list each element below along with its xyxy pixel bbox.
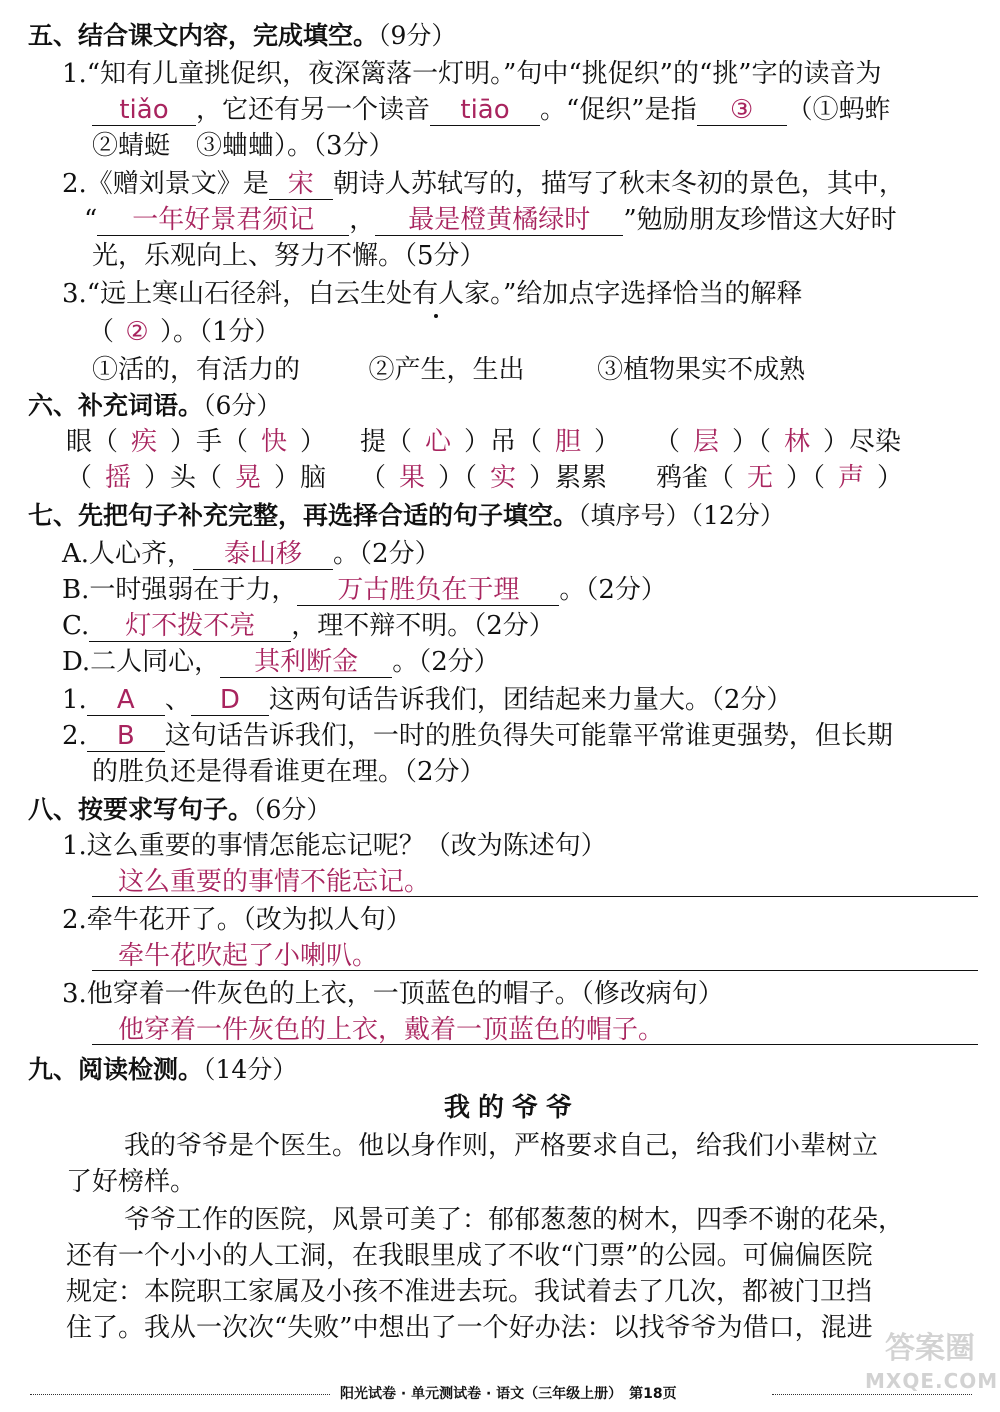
answer-char: 果 (399, 463, 426, 493)
answer-blank: tiāo (430, 95, 540, 126)
answer-char: 实 (490, 463, 517, 493)
question-text: B.一时强弱在于力， (62, 575, 298, 605)
s8-a2: 牵牛花吹起了小喇叭。 (118, 941, 379, 971)
answer-char: 晃 (235, 463, 262, 493)
s7-question-2 (62, 718, 893, 754)
passage-title: 我的爷爷 (444, 1093, 581, 1123)
answer-line (92, 896, 978, 897)
s7-sentence-a (62, 536, 441, 572)
s6-row1-item1 (66, 424, 326, 460)
s8-a1: 这么重要的事情不能忘记。 (118, 867, 431, 897)
points: （6分） (203, 391, 282, 420)
passage-line: 还有一个小小的人工洞，在我眼里成了不收“门票”的公园。可偏偏医院 (66, 1241, 873, 1271)
passage-line: 规定：本院职工家属及小孩不准进去玩。我试着去了几次，都被门卫挡 (66, 1277, 873, 1307)
question-text: ”勉励朋友珍惜这大好时 (623, 205, 897, 235)
question-text: ，理不辩不明。（2分） (291, 611, 555, 641)
question-text: D.二人同心， (62, 647, 221, 677)
points: （填序号）（12分） (578, 501, 785, 530)
word-text: ） (877, 463, 904, 493)
option-text: ③植物果实不成熟 (597, 355, 806, 385)
passage-line: 我的爷爷是个医生。他以身作则，严格要求自己，给我们小辈树立 (124, 1131, 879, 1161)
option-text: ②产生，生出 (368, 355, 525, 385)
points: （9分） (378, 21, 457, 50)
answer-blank: A (87, 685, 165, 716)
heading-text: 六、补充词语。 (28, 391, 204, 420)
s5-q1-line3 (92, 128, 395, 164)
answer-blank: 泰山移 (193, 539, 333, 570)
passage-line: 住了。我从一次次“失败”中想出了一个好办法：以找爷爷为借口，混进 (66, 1313, 873, 1343)
s5-q3-line2 (88, 314, 281, 350)
word-text: 鸦雀（ (656, 463, 735, 493)
section-7-heading (28, 498, 785, 534)
question-text: 1.这么重要的事情怎能忘记呢？（改为陈述句） (62, 831, 607, 861)
answer-choice: ② (125, 317, 149, 347)
question-text: 朝诗人苏轼写的，描写了秋末冬初的景色，其中， (332, 169, 905, 199)
answer-char: 疾 (131, 427, 158, 457)
heading-text: 七、先把句子补充完整，再选择合适的句子填空。 (28, 501, 579, 530)
question-text: 2. (62, 721, 87, 751)
s7-sentence-c (62, 608, 555, 644)
answer-blank: B (87, 721, 165, 752)
word-text: ）手（ (170, 427, 249, 457)
s7-question-1 (62, 682, 792, 718)
answer-char: 层 (693, 427, 720, 457)
points: （14分） (203, 1055, 298, 1084)
answer-line (92, 970, 978, 971)
word-text: ）尽染 (823, 427, 902, 457)
answer-blank: 其利断金 (220, 647, 392, 678)
question-text: 的胜负还是得看谁更在理。（2分） (92, 757, 486, 787)
word-text: ）（ (438, 463, 478, 493)
section-9-heading (28, 1052, 297, 1088)
word-text: ）脑 (274, 463, 327, 493)
s5-q2-line1 (62, 166, 905, 202)
question-text: C. (62, 611, 90, 641)
s5-q2-line2 (84, 202, 897, 238)
answer-blank: ③ (697, 95, 787, 126)
s5-q3-options (92, 352, 805, 388)
question-text: 光，乐观向上、努力不懈。（5分） (92, 241, 486, 271)
s5-q1-line1 (62, 56, 882, 92)
question-text: （①蚂蚱 (786, 95, 891, 125)
s7-sentence-b (62, 572, 667, 608)
s8-q3 (62, 976, 724, 1012)
question-text: ）。（1分） (160, 317, 281, 347)
word-text: ）（ (786, 463, 826, 493)
s8-a3: 他穿着一件灰色的上衣，戴着一顶蓝色的帽子。 (118, 1015, 665, 1045)
watermark-url: MXQE.COM (865, 1369, 999, 1393)
answer-char: 林 (784, 427, 811, 457)
question-text: ， (349, 205, 376, 235)
question-text: 、 (164, 685, 191, 715)
answer-char: 摇 (105, 463, 132, 493)
word-text: ）累累 (529, 463, 608, 493)
heading-text: 九、阅读检测。 (28, 1055, 204, 1084)
question-text: ②蜻蜓 ③蛐蛐）。（3分） (92, 131, 395, 161)
points: （6分） (253, 795, 332, 824)
answer-char: 声 (838, 463, 865, 493)
section-5-heading (28, 18, 456, 54)
heading-text: 五、结合课文内容，完成填空。 (28, 21, 379, 50)
question-text: 3.“远上寒山石径斜，白云生处有人家。”给加点字选择恰当的解释 (62, 279, 803, 309)
word-text: ）吊（ (464, 427, 543, 457)
answer-blank: D (191, 685, 269, 716)
s6-row2-item2 (360, 460, 607, 496)
section-8-heading (28, 792, 331, 828)
word-text: 提（ (360, 427, 413, 457)
s5-q2-line3 (92, 238, 486, 274)
heading-text: 八、按要求写句子。 (28, 795, 254, 824)
word-text: （ (360, 463, 387, 493)
question-text: （ (88, 317, 115, 347)
s6-row1-item3 (654, 424, 901, 460)
question-text: 。（2分） (559, 575, 667, 605)
answer-blank: 万古胜负在于理 (297, 575, 559, 606)
watermark-logo (865, 1330, 999, 1410)
option-text: ①活的，有活力的 (92, 355, 301, 385)
s7-question-2-cont (92, 754, 486, 790)
answer-char: 胆 (555, 427, 582, 457)
answer-line (92, 1044, 978, 1045)
s6-row1-item2 (360, 424, 620, 460)
watermark-text: 答案圈 (885, 1331, 975, 1366)
answer-char: 快 (261, 427, 288, 457)
question-text: ，它还有另一个读音 (196, 95, 431, 125)
s6-row2-item1 (66, 460, 326, 496)
passage-line: 爷爷工作的医院，风景可美了：郁郁葱葱的树木，四季不谢的花朵， (124, 1205, 905, 1235)
question-text: 这两句话告诉我们，团结起来力量大。（2分） (268, 685, 793, 715)
question-text: 3.他穿着一件灰色的上衣，一顶蓝色的帽子。（修改病句） (62, 979, 724, 1009)
question-text: 。（2分） (333, 539, 441, 569)
s8-q1 (62, 828, 607, 864)
word-text: ） (300, 427, 327, 457)
word-text: （ (66, 463, 93, 493)
word-text: ）头（ (144, 463, 223, 493)
word-text: （ (654, 427, 681, 457)
question-text: 这句话告诉我们，一时的胜负得失可能靠平常谁更强势，但长期 (164, 721, 893, 751)
s7-sentence-d (62, 644, 500, 680)
question-text: 1.“知有儿童挑促织，夜深篱落一灯明。”句中“挑促织”的“挑”字的读音为 (62, 59, 882, 89)
s8-q2 (62, 902, 412, 938)
question-text: 2.牵牛花开了。（改为拟人句） (62, 905, 412, 935)
answer-blank: 宋 (269, 169, 333, 200)
s5-q1-line2 (92, 92, 891, 128)
section-6-heading (28, 388, 281, 424)
answer-blank: 最是橙黄橘绿时 (375, 205, 623, 236)
word-text: ）（ (732, 427, 772, 457)
question-text: 。（2分） (392, 647, 500, 677)
s5-q3-line1 (62, 276, 802, 312)
word-text: ） (594, 427, 621, 457)
answer-char: 无 (747, 463, 774, 493)
question-text: 1. (62, 685, 87, 715)
answer-char: 心 (425, 427, 452, 457)
question-text: 2.《赠刘景文》是 (62, 169, 269, 199)
question-text: A.人心齐， (62, 539, 194, 569)
emphasis-dot (434, 314, 438, 318)
footer-divider-left (30, 1394, 330, 1395)
page-footer (0, 1382, 1000, 1406)
question-text: “ (84, 205, 98, 235)
s6-row2-item3 (656, 460, 903, 496)
word-text: 眼（ (66, 427, 119, 457)
answer-blank: tiǎo (92, 95, 196, 126)
footer-text: 阳光试卷 · 单元测试卷 · 语文（三年级上册） 第18页 (340, 1386, 677, 1402)
question-text: 。“促织”是指 (540, 95, 697, 125)
answer-blank: 灯不拨不亮 (89, 611, 291, 642)
passage-line: 了好榜样。 (66, 1167, 197, 1197)
answer-blank: 一年好景君须记 (97, 205, 349, 236)
